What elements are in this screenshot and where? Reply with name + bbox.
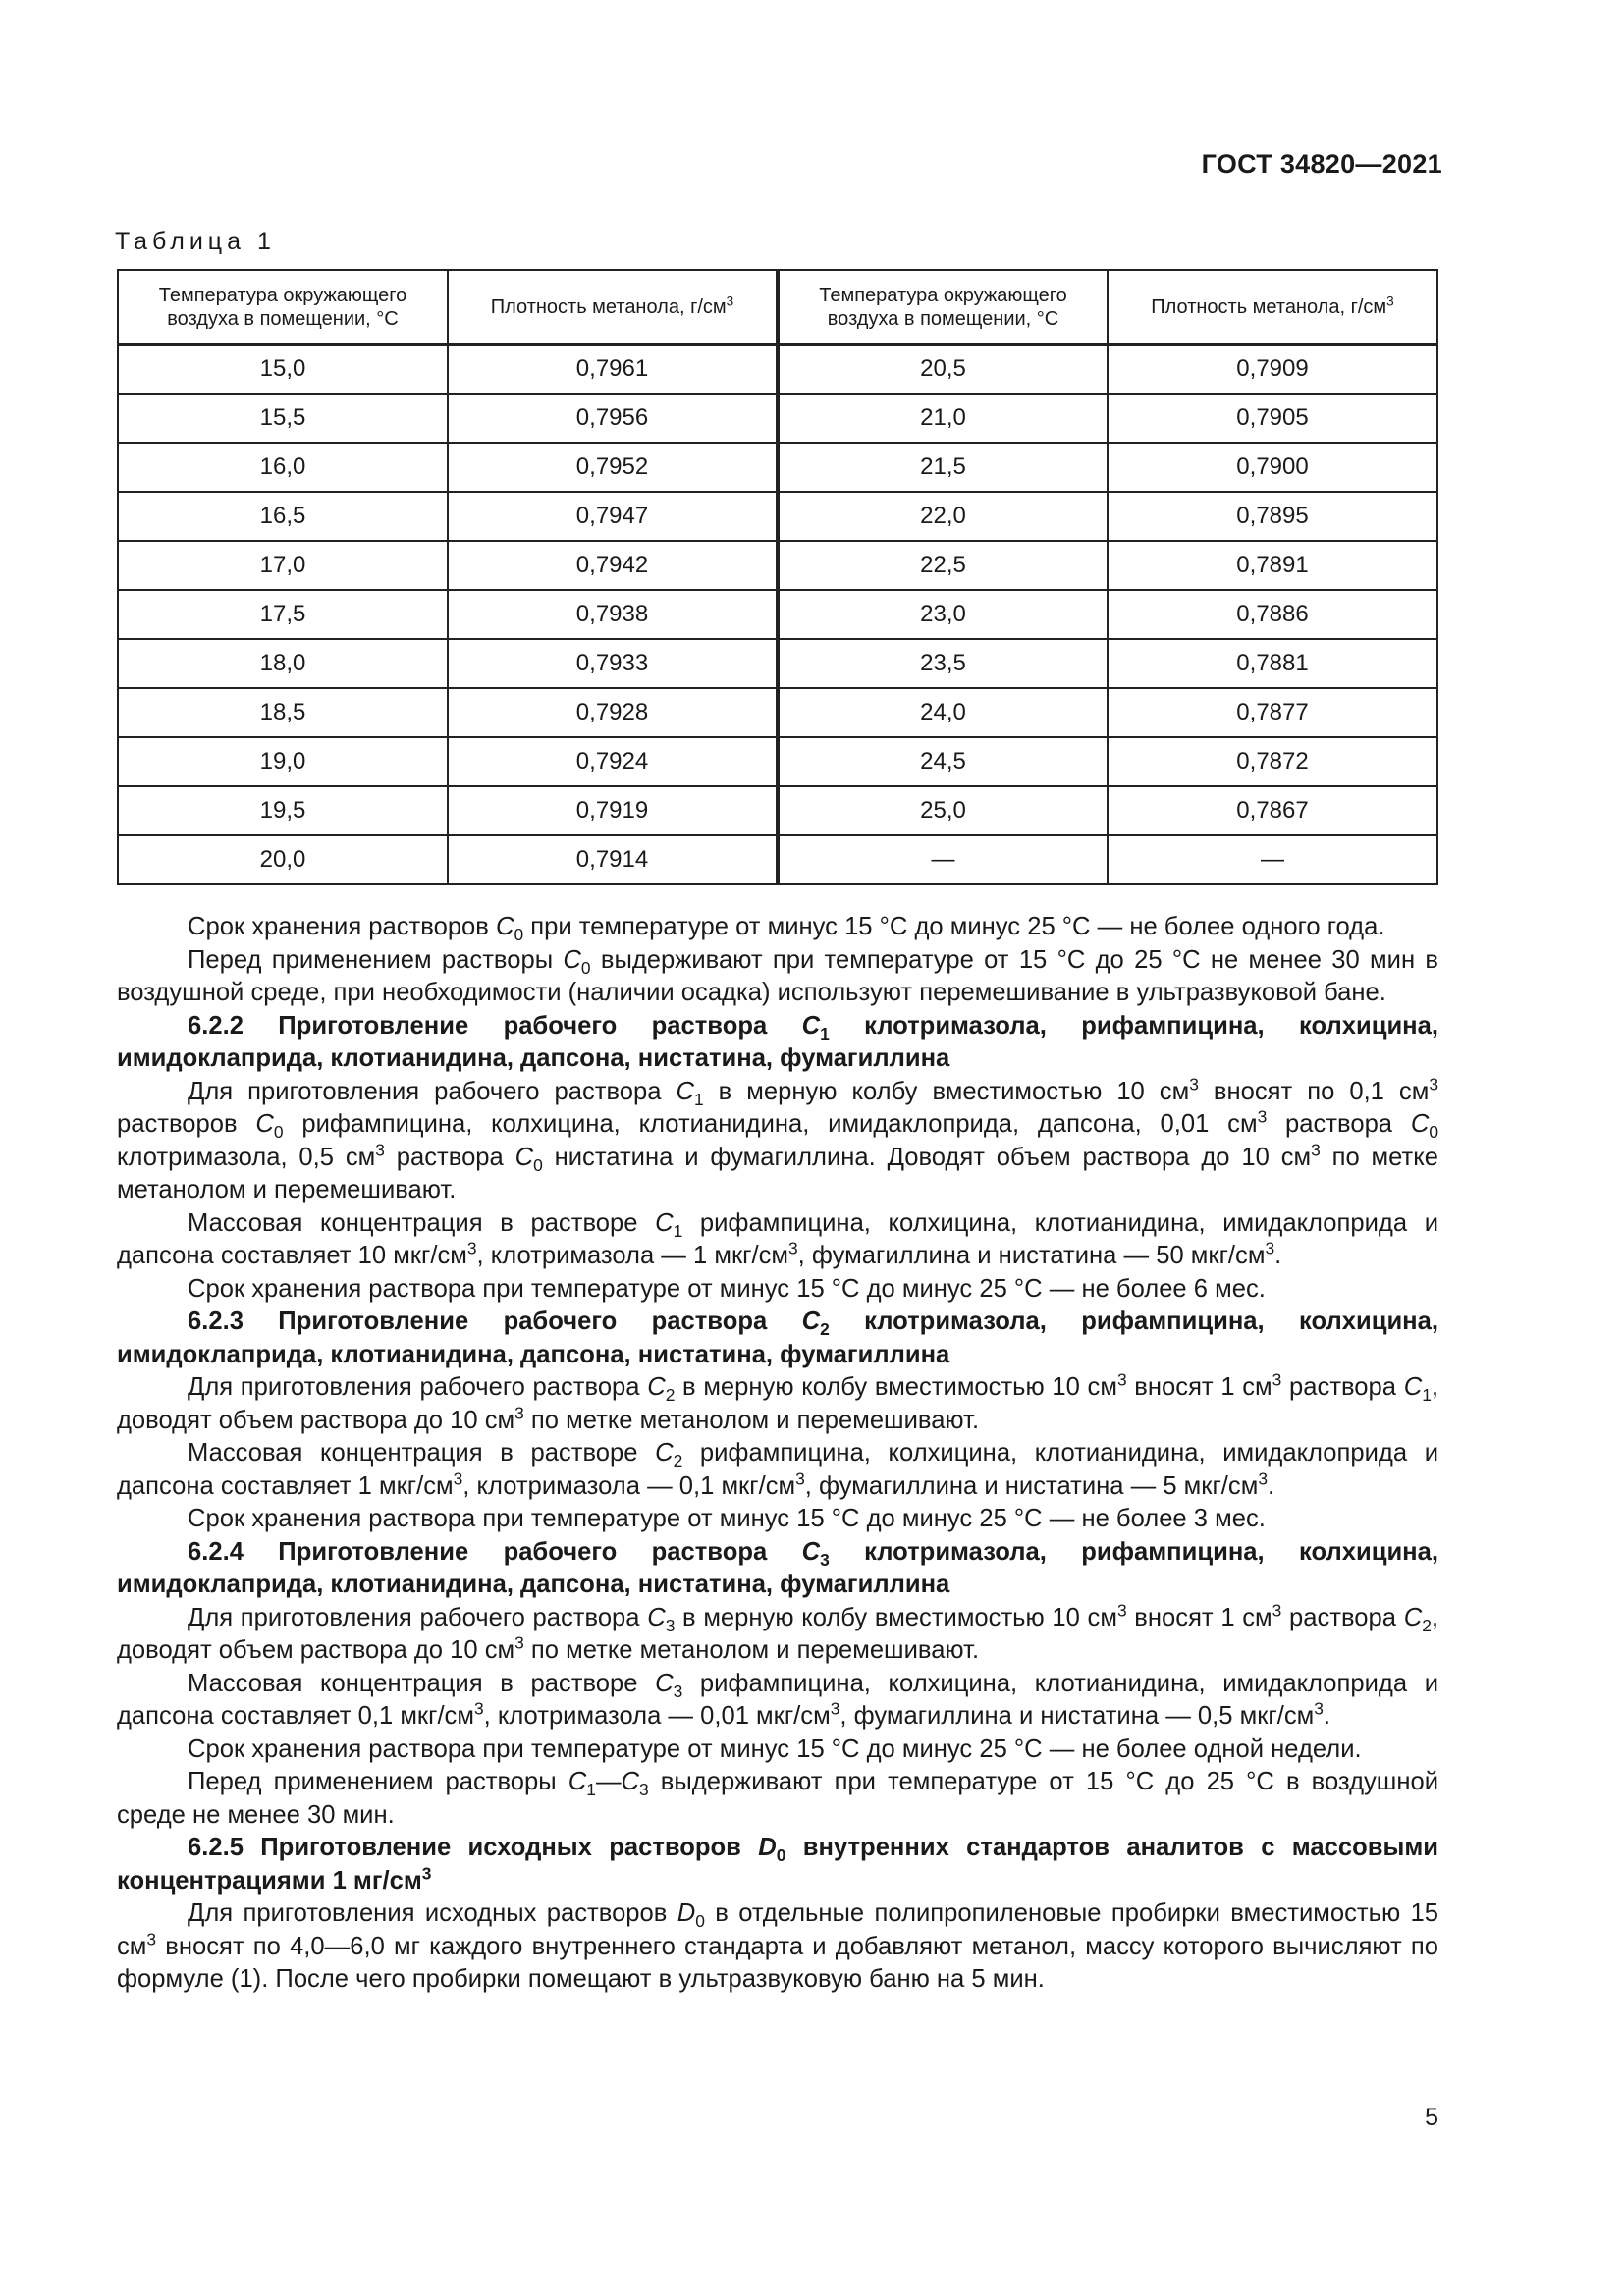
section-heading: 6.2.4 Приготовление рабочего раствора $С_3$ клотримазола, рифампицина, колхицина, имидоклаприда, клотианидина, дапсона, нистатина, фумагиллина (117, 1537, 1438, 1598)
paragraph: Срок хранения раствора при температуре от минус 15 °С до минус 25 °С — не более 3 мес. (188, 1505, 1266, 1532)
paragraph: Для приготовления рабочего раствора $С_3$ в мерную колбу вместимостью 10 $см^3$ вносят 1 $см^3$ раствора $С_2$, доводят объем раствора до 10 $см^3$ по метке метанолом и перемешивают. (117, 1599, 1438, 1664)
paragraph: Срок хранения раствора при температуре от минус 15 °С до минус 25 °С — не более одной недели. (188, 1735, 1362, 1763)
header-density-2: Плотность метанола, $г/см^3$ (1108, 270, 1437, 345)
table-cell: 0,7914 (448, 835, 778, 884)
header-density-1: Плотность метанола, $г/см^3$ (448, 270, 778, 345)
table-cell: 20,0 (118, 835, 448, 884)
paragraph: Для приготовления рабочего раствора $С_2$ в мерную колбу вместимостью 10 $см^3$ вносят 1 $см^3$ раствора $С_1$, доводят объем раствора до 10 $см^3$ по метке метанолом и перемешивают. (117, 1369, 1438, 1434)
table-cell: — (1108, 835, 1437, 884)
table-cell: 0,7867 (1108, 786, 1437, 835)
table-cell: 16,5 (118, 492, 448, 541)
table-cell: 23,0 (778, 590, 1108, 639)
table-cell: 19,0 (118, 737, 448, 786)
table-cell: 0,7877 (1108, 688, 1437, 737)
table-cell: 0,7942 (448, 541, 778, 590)
section-heading: 6.2.5 Приготовление исходных растворов $D_0$ внутренних стандартов аналитов с массовыми концентрациями 1 $мг/см^3$ (117, 1834, 1438, 1895)
table-row (118, 541, 1437, 590)
table-row (118, 394, 1437, 443)
table-cell: 19,5 (118, 786, 448, 835)
table-row (118, 737, 1437, 786)
table-cell: 0,7886 (1108, 590, 1437, 639)
table-cell: 0,7947 (448, 492, 778, 541)
page-number: 5 (1425, 2104, 1438, 2131)
table-cell: 16,0 (118, 443, 448, 492)
methanol-density-table (117, 269, 1438, 885)
table-row (118, 688, 1437, 737)
paragraph: Срок хранения растворов $С_0$ при температуре от минус 15 °С до минус 25 °С — не более одного года. (188, 913, 1385, 945)
table-cell: — (778, 835, 1108, 884)
paragraph: Для приготовления исходных растворов $D_0$ в отдельные полипропиленовые пробирки вместимостью 15 $см^3$ вносят по 4,0—6,0 мг каждого внутреннего стандарта и добавляют метанол, массу которого вычисляют по формуле (1). После чего пробирки помещают в ультразвуковую баню на 5 мин. (117, 1899, 1438, 1993)
table-cell: 21,0 (778, 394, 1108, 443)
table-cell: 18,5 (118, 688, 448, 737)
table-cell: 20,5 (778, 345, 1108, 395)
table-cell: 0,7933 (448, 639, 778, 688)
header-temperature-2: Температура окружающего воздуха в помещении, °С (778, 270, 1108, 345)
table-cell: 24,0 (778, 688, 1108, 737)
body-text (117, 911, 1438, 1997)
table-cell: 0,7956 (448, 394, 778, 443)
table-cell: 0,7891 (1108, 541, 1437, 590)
table-cell: 17,5 (118, 590, 448, 639)
table-cell: 24,5 (778, 737, 1108, 786)
section-heading: 6.2.2 Приготовление рабочего раствора $С_1$ клотримазола, рифампицина, колхицина, имидоклаприда, клотианидина, дапсона, нистатина, фумагиллина (117, 1011, 1438, 1072)
table-cell: 22,0 (778, 492, 1108, 541)
table-cell: 0,7881 (1108, 639, 1437, 688)
table-row (118, 835, 1437, 884)
table-cell: 0,7872 (1108, 737, 1437, 786)
table-header-row (118, 270, 1437, 345)
table-row (118, 786, 1437, 835)
table-cell: 23,5 (778, 639, 1108, 688)
table-cell: 0,7961 (448, 345, 778, 395)
paragraph: Массовая концентрация в растворе $С_3$ рифампицина, колхицина, клотианидина, имидаклоприда и дапсона составляет 0,1 мкг/$см^3$, клотримазола — 0,01 мкг/$см^3$, фумагиллина и нистатина — 0,5 мкг/$см^3$. (117, 1669, 1438, 1730)
table-row (118, 590, 1437, 639)
header-temperature-1: Температура окружающего воздуха в помещении, °С (118, 270, 448, 345)
table-cell: 0,7900 (1108, 443, 1437, 492)
paragraph: Перед применением растворы $С_0$ выдерживают при температуре от 15 °С до 25 °С не менее 30 мин в воздушной среде, при необходимости (наличии осадка) используют перемешивание в ультразвуковой бане. (117, 945, 1438, 1006)
table-cell: 22,5 (778, 541, 1108, 590)
table-row (118, 443, 1437, 492)
table-cell: 17,0 (118, 541, 448, 590)
section-heading: 6.2.3 Приготовление рабочего раствора $С_2$ клотримазола, рифампицина, колхицина, имидоклаприда, клотианидина, дапсона, нистатина, фумагиллина (117, 1308, 1438, 1368)
paragraph: Перед применением растворы $С_1—С_3$ выдерживают при температуре от 15 °С до 25 °С в воздушной среде не менее 30 мин. (117, 1768, 1438, 1829)
table-cell: 0,7919 (448, 786, 778, 835)
table-cell: 21,5 (778, 443, 1108, 492)
paragraph: Массовая концентрация в растворе $С_1$ рифампицина, колхицина, клотианидина, имидаклоприда и дапсона составляет 10 мкг/$см^3$, клотримазола — 1 мкг/$см^3$, фумагиллина и нистатина — 50 мкг/$см^3$. (117, 1208, 1438, 1269)
table-row (118, 639, 1437, 688)
table-cell: 0,7905 (1108, 394, 1437, 443)
table-cell: 25,0 (778, 786, 1108, 835)
table-cell: 0,7928 (448, 688, 778, 737)
table-row (118, 492, 1437, 541)
paragraph: Срок хранения раствора при температуре от минус 15 °С до минус 25 °С — не более 6 мес. (188, 1274, 1266, 1303)
table-cell: 15,0 (118, 345, 448, 395)
table-cell: 0,7924 (448, 737, 778, 786)
table-cell: 0,7909 (1108, 345, 1437, 395)
paragraph: Массовая концентрация в растворе $С_2$ рифампицина, колхицина, клотианидина, имидаклоприда и дапсона составляет 1 мкг/$см^3$, клотримазола — 0,1 мкг/$см^3$, фумагиллина и нистатина — 5 мкг/$см^3$. (117, 1439, 1438, 1500)
paragraph: Для приготовления рабочего раствора $С_1$ в мерную колбу вместимостью 10 $см^3$ вносят по 0,1 $см^3$ растворов $С_0$ рифампицина, колхицина, клотианидина, имидаклоприда, дапсона, 0,01 $см^3$ раствора $С_0$ клотримазола, 0,5 $см^3$ раствора $С_0$ нистатина и фумагиллина. Доводят объем раствора до 10 $см^3$ по метке метанолом и перемешивают. (117, 1073, 1438, 1203)
table-cell: 15,5 (118, 394, 448, 443)
table-cell: 0,7895 (1108, 492, 1437, 541)
table-cell: 18,0 (118, 639, 448, 688)
table-caption: Таблица 1 (115, 228, 276, 255)
table-row (118, 345, 1437, 395)
table-cell: 0,7952 (448, 443, 778, 492)
table-cell: 0,7938 (448, 590, 778, 639)
document-number: ГОСТ 34820—2021 (1201, 149, 1442, 179)
